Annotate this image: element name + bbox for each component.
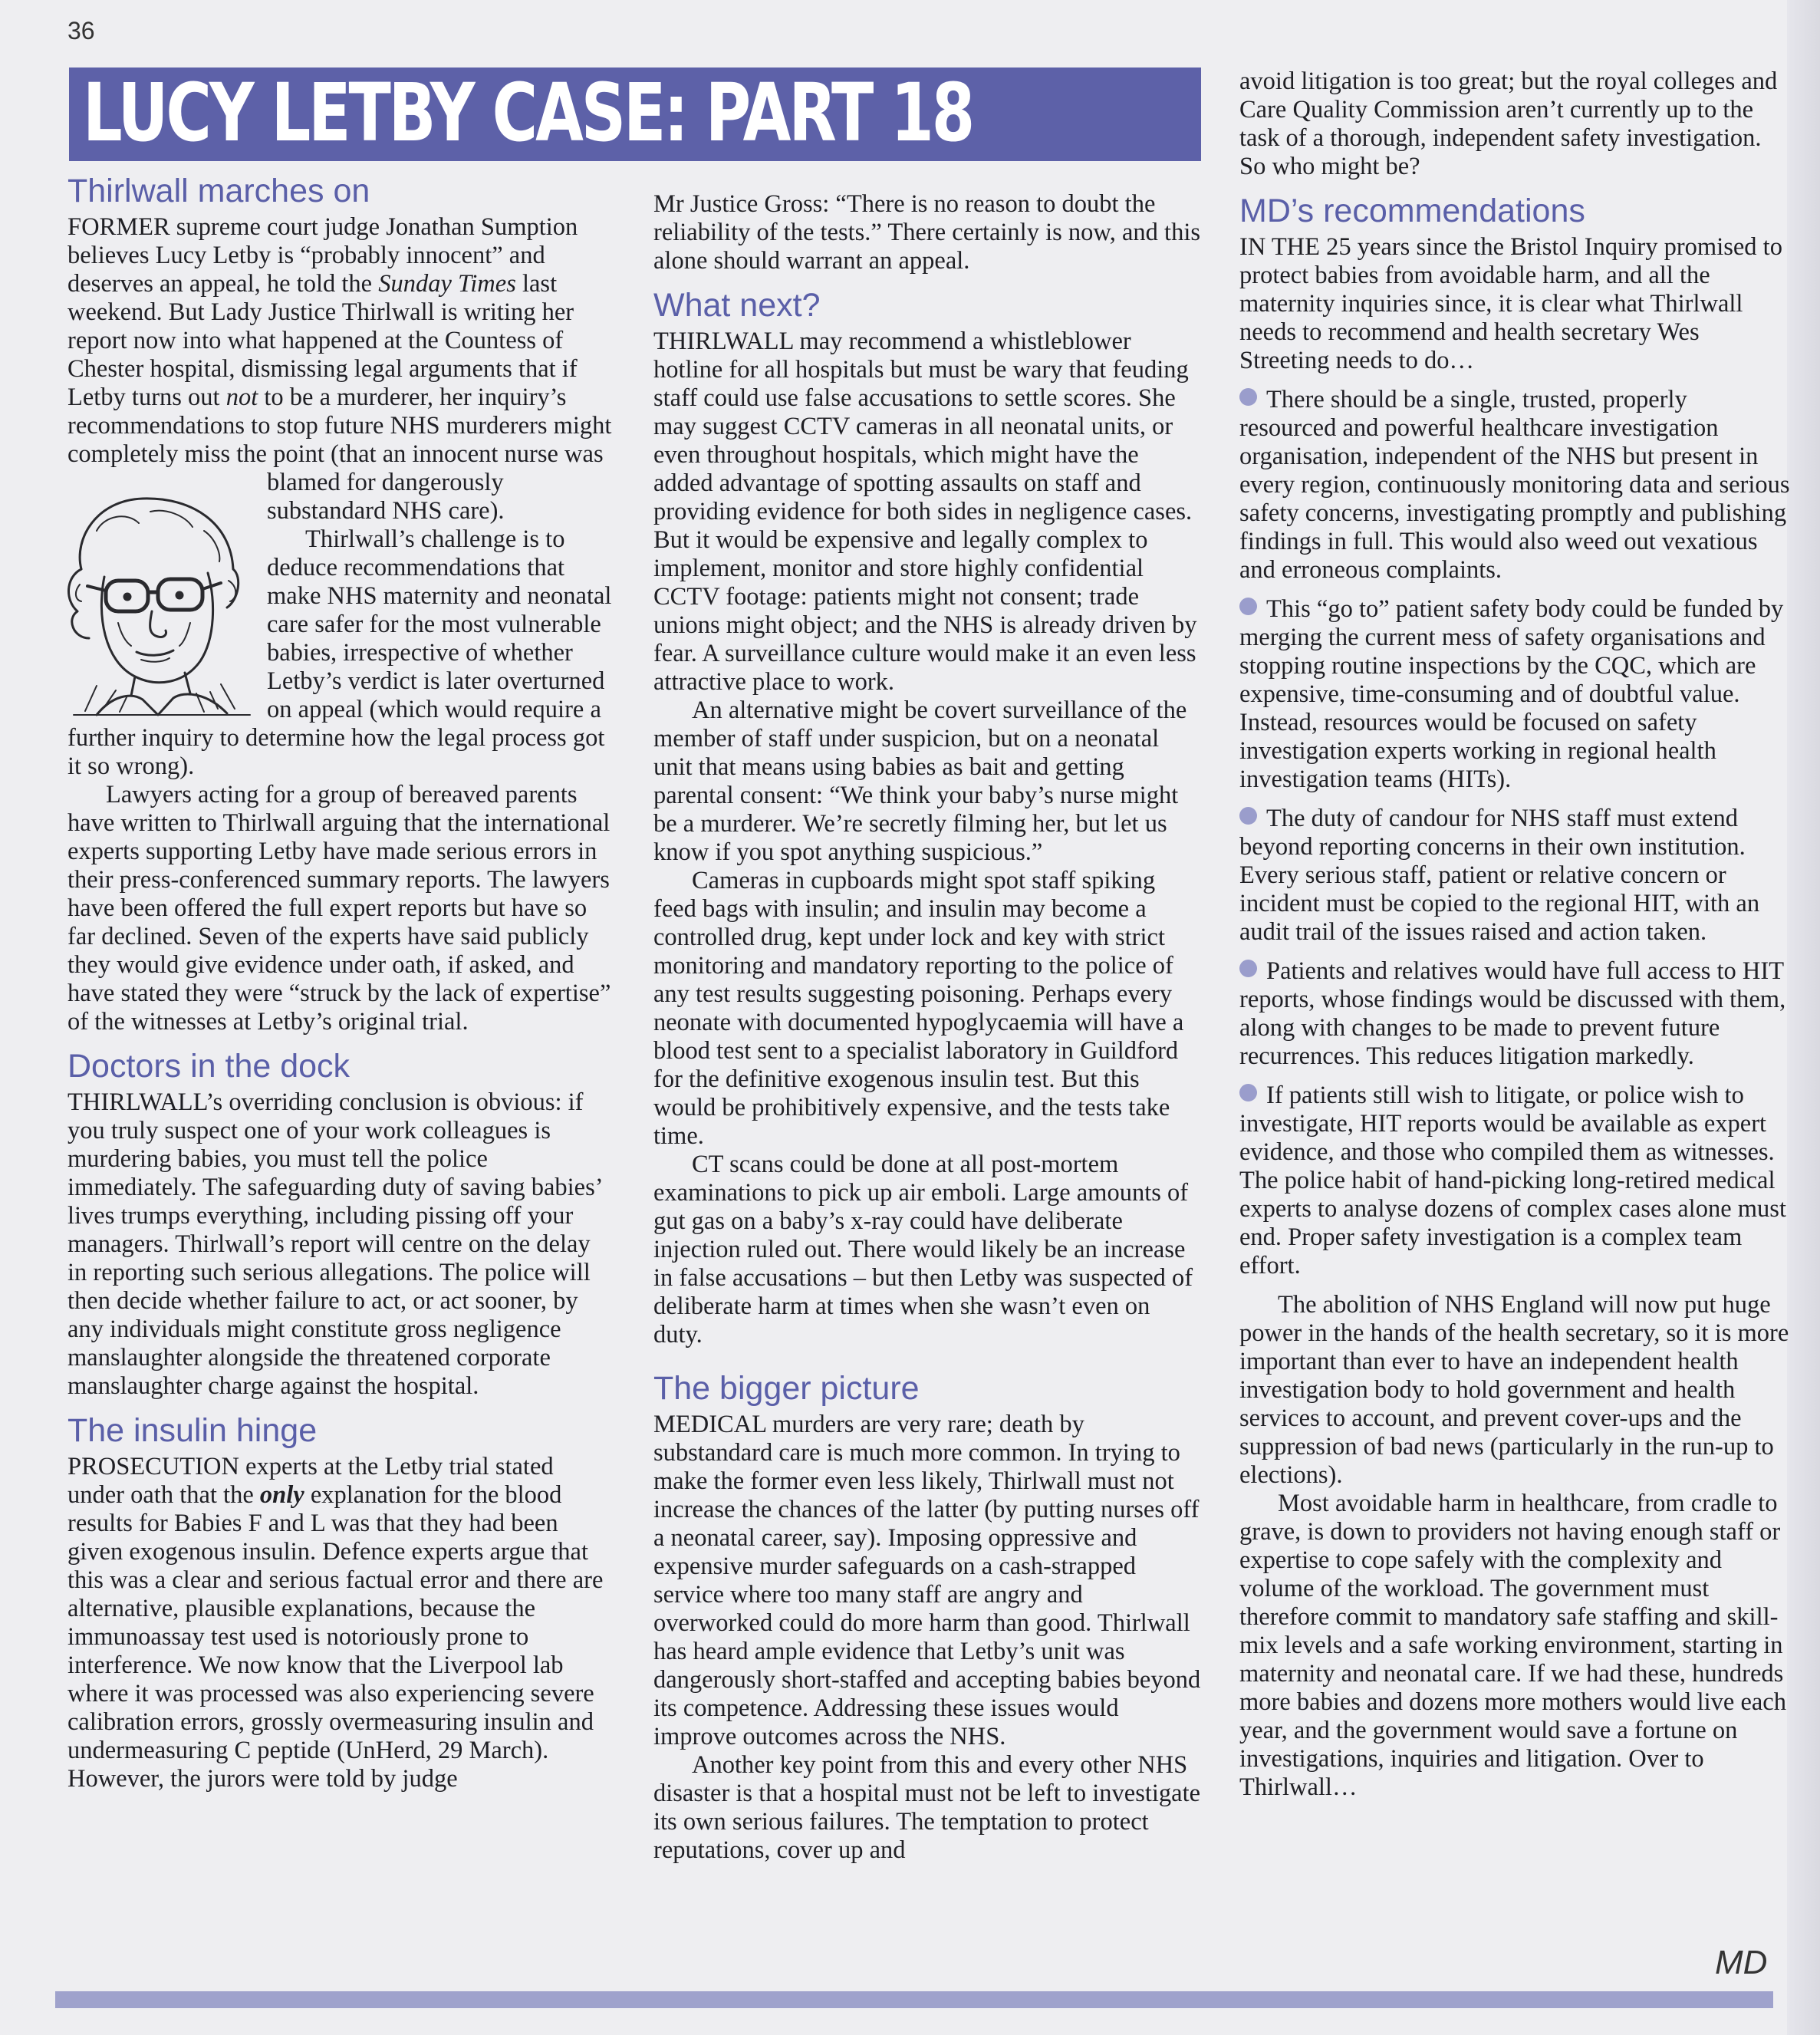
recommendation-item: If patients still wish to litigate, or police wish to investigate, HIT reports would be available as expert evidence, and those who compiled them as witnesses. The police habit of hand-picking long-retired medical experts to analyse dozens of complex cases alone must end. Proper safety investigation is a complex team effort. xyxy=(1239,1082,1786,1279)
bigger-paragraph-continued: avoid litigation is too great; but the royal colleges and Care Quality Commission aren’t currently up to the task of a thorough, independent safety investigation. So who might be? xyxy=(1239,68,1778,180)
bullet-icon xyxy=(1239,388,1257,406)
column-2 xyxy=(653,190,1201,1865)
doctors-paragraph-1: THIRLWALL’s overriding conclusion is obvious: if you truly suspect one of your work colleagues is murdering babies, you must tell the police immediately. The safeguarding duty of saving babies’ lives trumps everything, including pissing off your managers. Thirlwall’s report will centre on the delay in reporting such serious allegations. The police will then decide whether failure to act, or act sooner, by any individuals might constitute gross negligence manslaughter alongside the threatened corporate manslaughter charge against the hospital. xyxy=(67,1088,602,1400)
next-paragraph-1: THIRLWALL may recommend a whistleblower hotline for all hospitals but must be wary that feuding staff could use false accusations to settle scores. She may suggest CCTV cameras in all neonatal units, or even throughout hospitals, which might have the added advantage of spotting assaults on staff and providing evidence for both sides in negligence cases. But it would be expensive and legally complex to implement, monitor and store highly confidential CCTV footage: patients might not consent; trade unions might object; and the NHS is already driven by fear. A surveillance culture would make it an even less attractive place to work. xyxy=(653,328,1197,696)
section-heading-next: What next? xyxy=(653,287,821,324)
headline-banner xyxy=(69,68,1201,161)
section-heading-doctors: Doctors in the dock xyxy=(67,1048,351,1085)
thirlwall-paragraph-2: Thirlwall’s challenge is to deduce recommendations that make NHS maternity and neonatal care safer for the most vulnerable babies, irrespective of whether Letby’s verdict is later overturned on appeal (which would require a further inquiry to determine how the legal process got it so wrong). xyxy=(67,525,612,780)
author-signoff: MD xyxy=(1715,1944,1768,1981)
recommendation-item: This “go to” patient safety body could be funded by merging the current mess of safety organisations and stopping routine inspections by the CQC, which are expensive, time-consuming and of doubtful value. Instead, resources would be focused on safety investigation experts working in regional health investigation teams (HITs). xyxy=(1239,595,1784,793)
next-paragraph-3: Cameras in cupboards might spot staff spiking feed bags with insulin; and insulin may become a controlled drug, kept under lock and key with strict monitoring and mandatory reporting to the police of any test results suggesting poisoning. Perhaps every neonate with documented hypoglycaemia will have a blood test sent to a specialist laboratory in Guildford for the definitive exogenous insulin test. But this would be prohibitively expensive, and the tests take time. xyxy=(653,867,1184,1150)
column-1 xyxy=(67,172,614,1793)
insulin-paragraph-1: PROSECUTION experts at the Letby trial stated under oath that the only explanation for the blood results for Babies F and L was that they had been given exogenous insulin. Defence experts argue that this was a clear and serious factual error and there are alternative, plausible explanations, because the immunoassay test used is notoriously prone to interference. We now know that the Liverpool lab where it was processed was also experiencing severe calibration errors, grossly overmeasuring insulin and undermeasuring C peptide (UnHerd, 29 March). However, the jurors were told by judge xyxy=(67,1453,604,1793)
insulin-paragraph-continued: Mr Justice Gross: “There is no reason to doubt the reliability of the tests.” There certainly is now, and this alone should warrant an appeal. xyxy=(653,190,1201,275)
thirlwall-paragraph-1: FORMER supreme court judge Jonathan Sumption believes Lucy Letby is “probably innocent” and deserves an appeal, he told the Sunday Times last weekend. But Lady Justice Thirlwall is writing her report now into what happened at the Countess of Chester hospital, dismissing legal arguments that if Letby turns out not to be a murderer, her inquiry’s recommendations to stop future NHS murderers might completely miss the point (that an innocent nurse was blamed for dangerously substandard NHS care). xyxy=(67,213,614,525)
bigger-paragraph-2: Another key point from this and every other NHS disaster is that a hospital must not be left to investigate its own serious failures. The temptation to protect reputations, cover up and xyxy=(653,1751,1201,1864)
bullet-icon xyxy=(1239,1084,1257,1101)
caricature-illustration xyxy=(51,485,273,723)
final-paragraph: Most avoidable harm in healthcare, from cradle to grave, is down to providers not having enough staff or expertise to cope safely with the complexity and volume of the workload. The government must therefore commit to mandatory safe staffing and skill-mix levels and a safe working environment, starting in maternity and neonatal care. If we had these, hundreds more babies and dozens more mothers would live each year, and the government would save a fortune on investigations, inquiries and litigation. Over to Thirlwall… xyxy=(1239,1490,1786,1801)
section-heading-recommendations: MD’s recommendations xyxy=(1239,193,1585,229)
page-edge-shade xyxy=(1787,0,1820,2035)
page-number: 36 xyxy=(67,17,95,44)
section-heading-bigger: The bigger picture xyxy=(653,1370,920,1407)
thirlwall-paragraph-3: Lawyers acting for a group of bereaved parents have written to Thirlwall arguing that the international experts supporting Letby have made serious errors in their press-conferenced summary reports. The lawyers have been offered the full expert reports but have so far declined. Seven of the experts have said publicly they would give evidence under oath, if asked, and have stated they were “struck by the lack of expertise” of the witnesses at Letby’s original trial. xyxy=(67,781,611,1036)
next-paragraph-2: An alternative might be covert surveillance of the member of staff under suspicion, but on a neonatal unit that means using babies as bait and getting parental consent: “We think your baby’s nurse might be a murderer. We’re secretly filming her, but let us know if you spot anything suspicious.” xyxy=(653,696,1187,866)
recommendation-item: Patients and relatives would have full access to HIT reports, whose findings would be discussed with them, along with changes to be made to prevent future recurrences. This reduces litigation markedly. xyxy=(1239,957,1786,1070)
next-paragraph-4: CT scans could be done at all post-mortem examinations to pick up air emboli. Large amounts of gut gas on a baby’s x-ray could have deliberate injection ruled out. There would likely be an increase in false accusations – but then Letby was suspected of deliberate harm at times when she wasn’t even on duty. xyxy=(653,1151,1193,1348)
headline: LUCY LETBY CASE: PART 18 xyxy=(83,66,973,160)
section-heading-insulin: The insulin hinge xyxy=(67,1412,318,1449)
bigger-paragraph-1: MEDICAL murders are very rare; death by substandard care is much more common. In trying to make the former even less likely, Thirlwall must not increase the chances of the latter (by putting nurses off a neonatal career, say). Imposing oppressive and expensive murder safeguards on a cash-strapped service where too many staff are angry and overworked could do more harm than good. Thirlwall has heard ample evidence that Letby’s unit was dangerously short-staffed and accepting babies beyond its competence. Addressing these issues would improve outcomes across the NHS. xyxy=(653,1411,1201,1750)
abolition-paragraph: The abolition of NHS England will now put huge power in the hands of the health secretary, so it is more important than ever to have an independent health investigation body to hold government and health services to account, and prevent cover-ups and the suppression of bad news (particularly in the run-up to elections). xyxy=(1239,1291,1789,1489)
bullet-icon xyxy=(1239,598,1257,615)
section-heading-thirlwall: Thirlwall marches on xyxy=(67,173,370,209)
bullet-icon xyxy=(1239,807,1257,825)
recommendations-intro: IN THE 25 years since the Bristol Inquiry promised to protect babies from avoidable harm, and all the maternity inquiries since, it is clear what Thirlwall needs to recommend and health secretary Wes Streeting needs to do… xyxy=(1239,233,1782,374)
recommendation-item: The duty of candour for NHS staff must extend beyond reporting concerns in their own institution. Every serious staff, patient or relative concern or incident must be copied to the regional HIT, with an audit trail of the issues raised and action taken. xyxy=(1239,805,1760,946)
footer-bar xyxy=(55,1991,1773,2008)
recommendation-item: There should be a single, trusted, properly resourced and powerful healthcare investigation organisation, independent of the NHS but present in every region, continuously monitoring data and serious safety concerns, investigating promptly and publishing findings in full. This would also weed out vexatious and erroneous complaints. xyxy=(1239,386,1790,584)
bullet-icon xyxy=(1239,960,1257,977)
column-3 xyxy=(1239,68,1790,1802)
